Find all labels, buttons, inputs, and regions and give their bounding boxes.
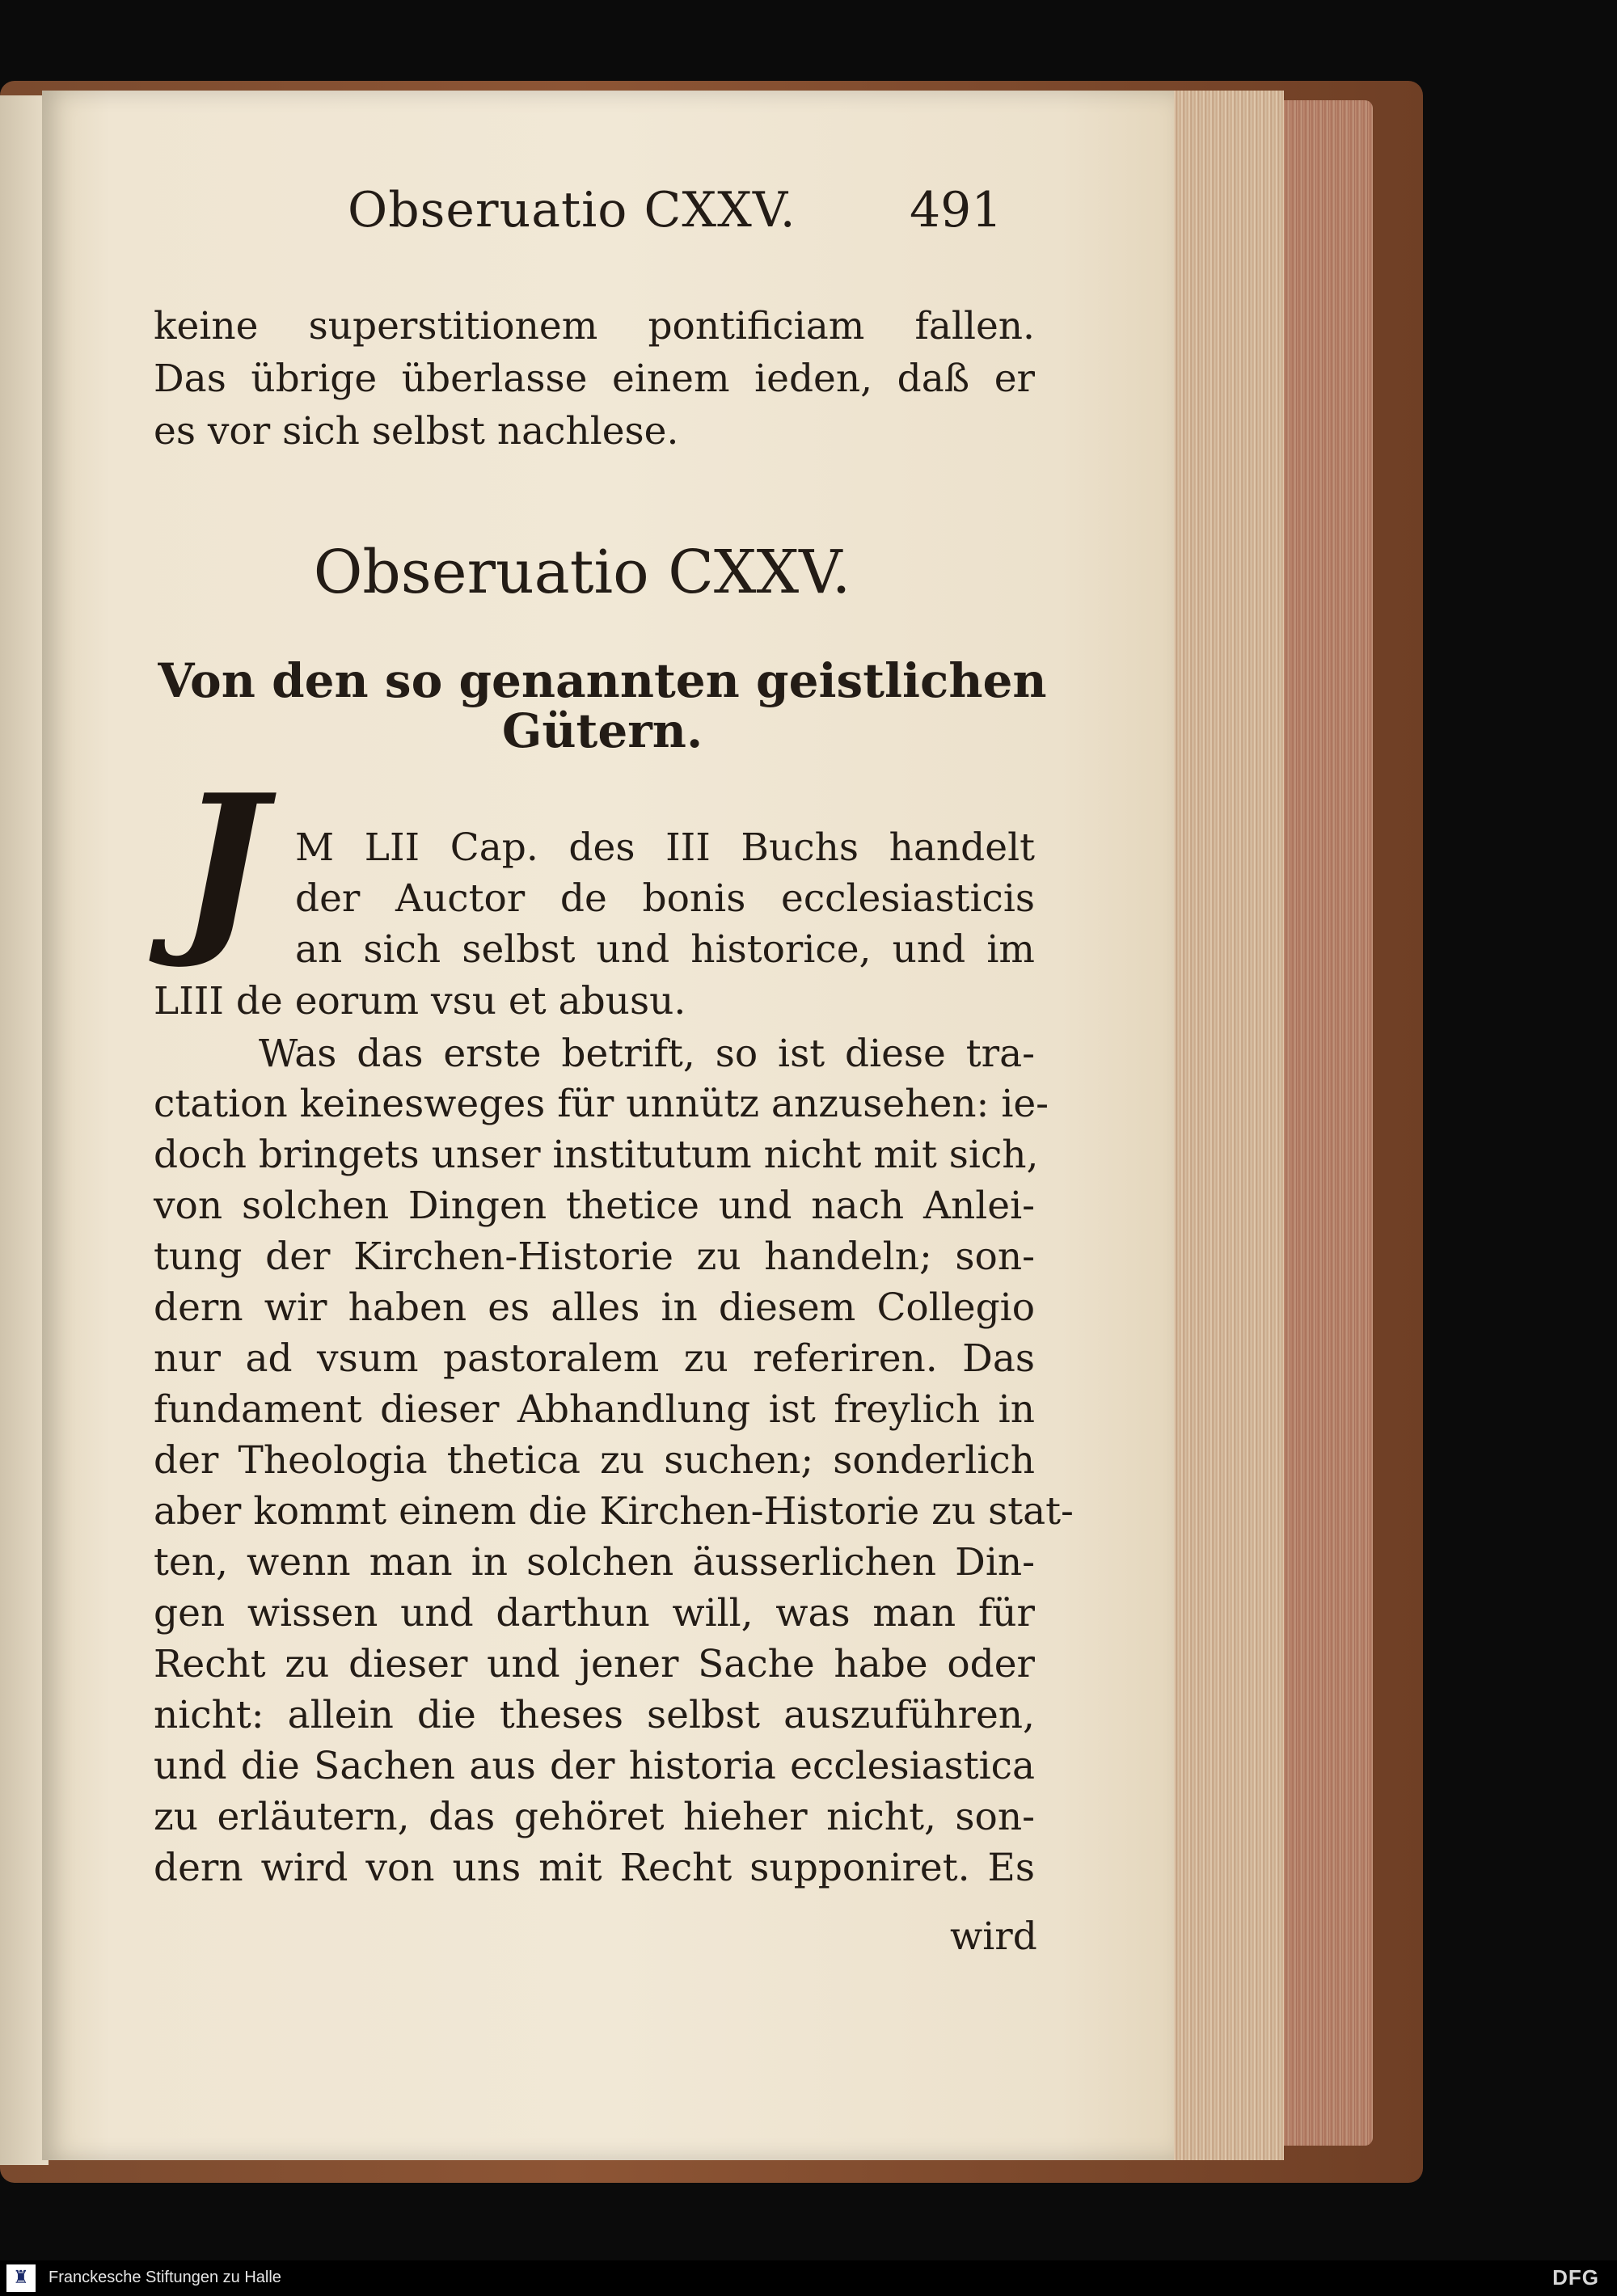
eagle-crest-icon: ♜ [6,2264,36,2292]
text-line: Was das erste betrift, so ist diese tra- [259,1032,1035,1076]
text-line: M LII Cap. des III Buchs handelt [295,825,1035,870]
text-line: der Theologia thetica zu suchen; sonderlich [154,1438,1035,1483]
catchword: wird [950,1914,1037,1959]
text-line: keine superstitionem pontificiam fallen. [154,304,1035,348]
text-line: tung der Kirchen-Historie zu handeln; son- [154,1235,1035,1279]
left-page-edge [0,95,49,2165]
institution-credit: Franckesche Stiftungen zu Halle [49,2269,281,2286]
text-line: aber kommt einem die Kirchen-Historie zu stat- [154,1489,1074,1534]
chapter-subtitle: Von den so genannten geistlichen [158,653,1047,708]
text-line: zu erläutern, das gehöret hieher nicht, son- [154,1795,1035,1839]
text-line: an sich selbst und historice, und im [295,927,1035,972]
drop-cap-initial: J [178,754,267,973]
page-number: 491 [910,182,1003,238]
text-line: von solchen Dingen thetice und nach Anlei- [154,1184,1035,1228]
text-line: ten, wenn man in solchen äusserlichen Din- [154,1540,1035,1585]
page-block-outer-edges [1284,100,1373,2146]
chapter-subtitle: Gütern. [501,703,703,758]
text-line: und die Sachen aus der historia ecclesiastica [154,1744,1035,1788]
text-line: LIII de eorum vsu et abusu. [154,979,686,1023]
running-head: Obseruatio CXXV. [348,182,796,238]
text-line: nicht: allein die theses selbst auszuführen, [154,1693,1035,1737]
text-line: Das übrige überlasse einem ieden, daß er [154,357,1035,401]
page-block-edges [1171,91,1284,2160]
text-line: Recht zu dieser und jener Sache habe oder [154,1642,1035,1686]
dfg-logo: DFG [1552,2265,1599,2290]
text-line: doch bringets unser institutum nicht mit sich, [154,1133,1039,1177]
section-title: Obseruatio CXXV. [313,538,851,607]
text-line: es vor sich selbst nachlese. [154,409,679,454]
text-line: gen wissen und darthun will, was man für [154,1591,1035,1635]
text-line: nur ad vsum pastoralem zu referiren. Das [154,1336,1035,1381]
text-line: ctation keinesweges für unnütz anzusehen: ie- [154,1082,1049,1126]
text-line: fundament dieser Abhandlung ist freylich in [154,1387,1035,1432]
text-line: dern wird von uns mit Recht supponiret. Es [154,1846,1035,1890]
text-line: dern wir haben es alles in diesem Collegio [154,1285,1035,1330]
text-line: der Auctor de bonis ecclesiasticis [295,876,1035,921]
